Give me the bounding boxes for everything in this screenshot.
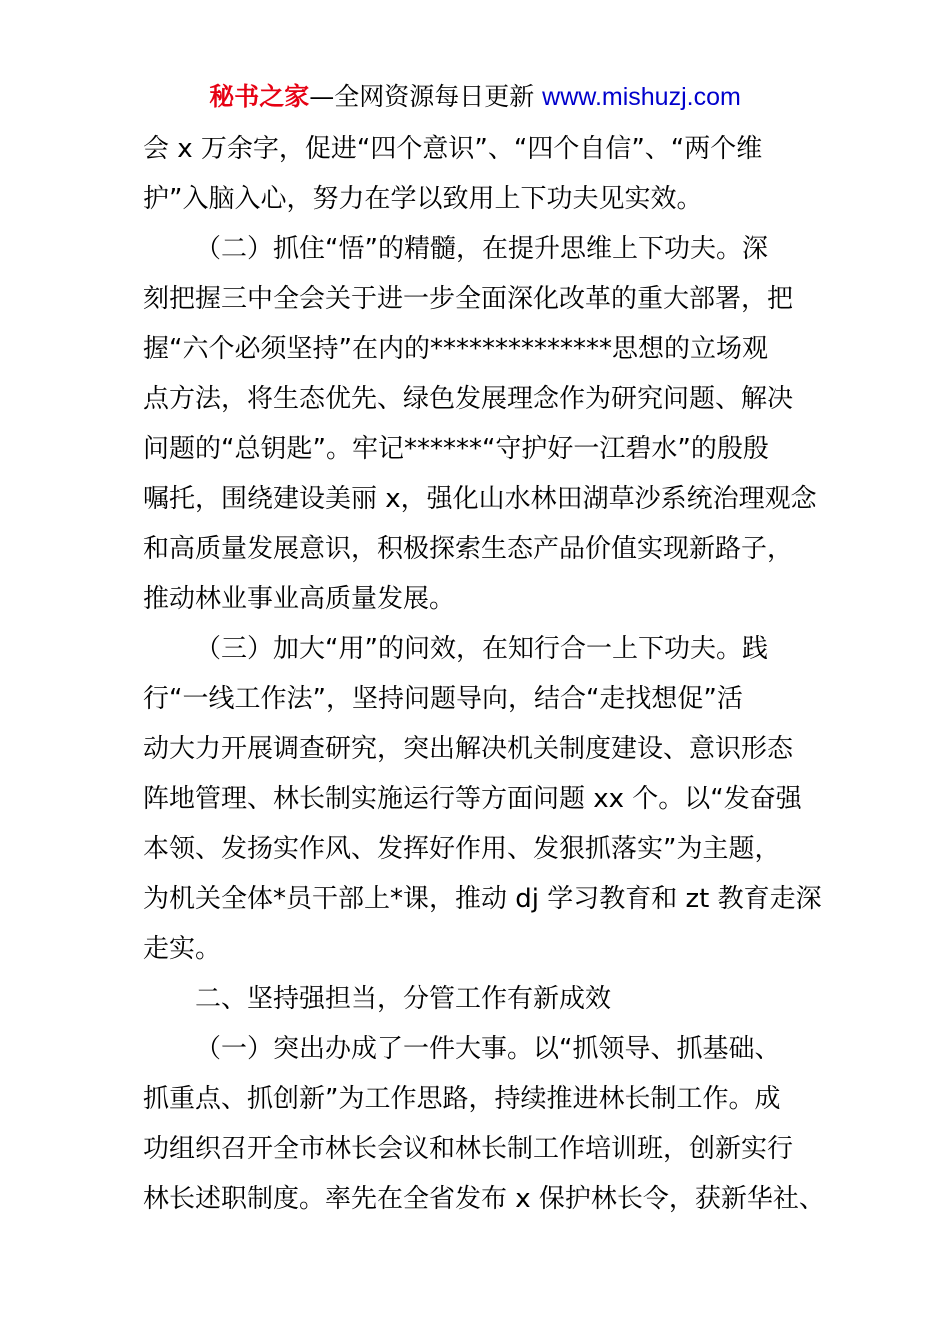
text-line: 林长述职制度。率先在全省发布 x 保护林长令，获新华社、	[143, 1184, 825, 1214]
text-line: 推动林业事业高质量发展。	[143, 584, 456, 614]
paragraph-heading: （一）突出办成了一件大事。以“抓领导、抓基础、	[195, 1034, 781, 1064]
text-line: 问题的“总钥匙”。牢记******“守护好一江碧水”的殷殷	[143, 434, 769, 464]
text-line: 本领、发扬实作风、发挥好作用、发狠抓落实”为主题，	[143, 834, 781, 864]
text-line: 抓重点、抓创新”为工作思路，持续推进林长制工作。成	[143, 1084, 781, 1114]
section-heading: 二、坚持强担当，分管工作有新成效	[195, 984, 612, 1014]
text-line: 为机关全体*员干部上*课，推动 dj 学习教育和 zt 教育走深	[143, 884, 822, 914]
text-line: 点方法，将生态优先、绿色发展理念作为研究问题、解决	[143, 384, 794, 414]
text-line: 走实。	[143, 934, 222, 964]
text-line: 刻把握三中全会关于进一步全面深化改革的重大部署，把	[143, 284, 794, 314]
text-line: 功组织召开全市林长会议和林长制工作培训班，创新实行	[143, 1134, 794, 1164]
paragraph-heading: （二）抓住“悟”的精髓，在提升思维上下功夫。深	[195, 234, 768, 264]
text-line: 握“六个必须坚持”在内的**************思想的立场观	[143, 334, 768, 364]
text-line: 嘱托，围绕建设美丽 x，强化山水林田湖草沙系统治理观念	[143, 484, 817, 514]
text-line: 动大力开展调查研究，突出解决机关制度建设、意识形态	[143, 734, 794, 764]
site-tagline: —全网资源每日更新	[309, 82, 543, 111]
text-line: 行“一线工作法”，坚持问题导向，结合“走找想促”活	[143, 684, 743, 714]
site-header	[0, 80, 950, 114]
site-url-link[interactable]: www.mishuzj.com	[542, 83, 741, 111]
text-line: 和高质量发展意识，积极探索生态产品价值实现新路子，	[143, 534, 794, 564]
site-brand: 秘书之家	[209, 82, 310, 111]
text-line: 会 x 万余字，促进“四个意识”、“四个自信”、“两个维	[143, 134, 763, 164]
document-body	[143, 124, 825, 1224]
paragraph-heading: （三）加大“用”的问效，在知行合一上下功夫。践	[195, 634, 768, 664]
text-line: 阵地管理、林长制实施运行等方面问题 xx 个。以“发奋强	[143, 784, 802, 814]
text-line: 护”入脑入心，努力在学以致用上下功夫见实效。	[143, 184, 703, 214]
